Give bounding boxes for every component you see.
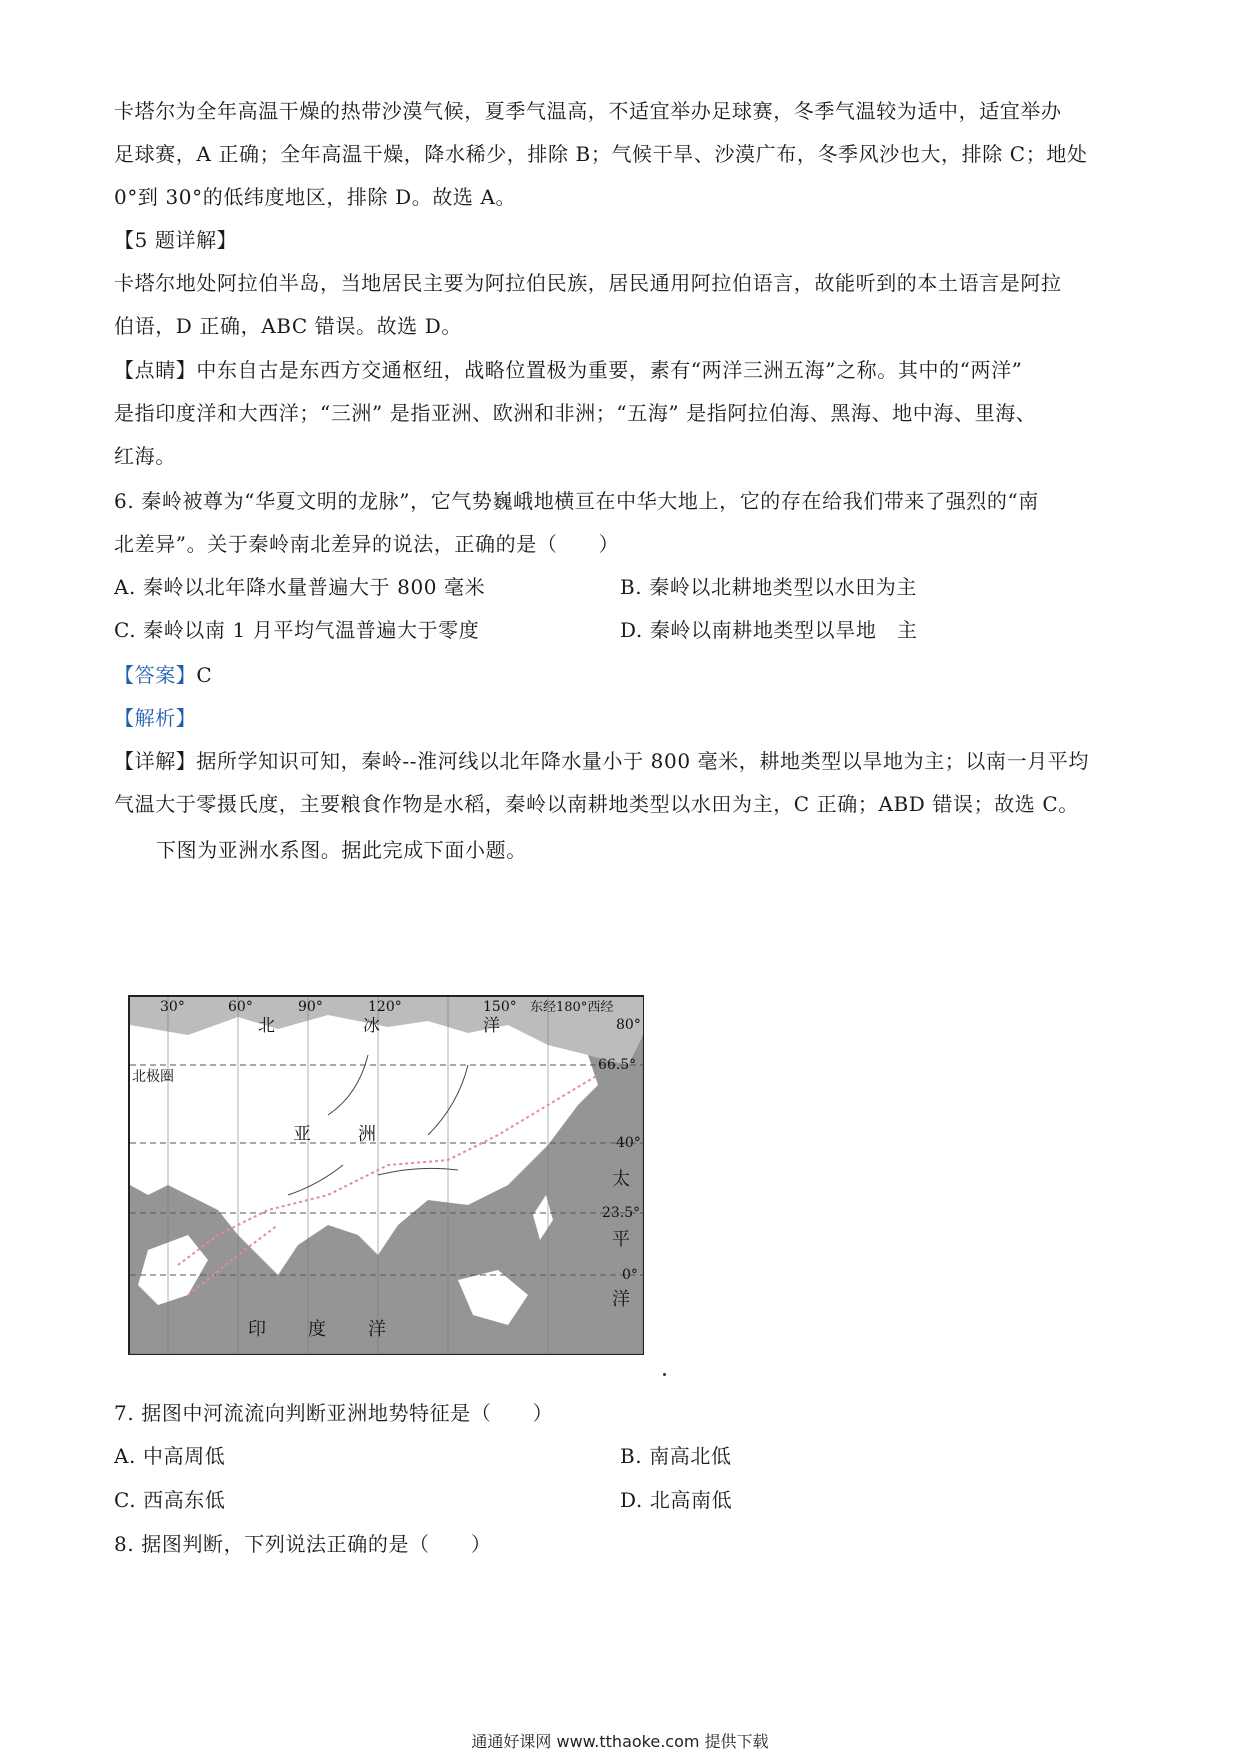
map-lat-label: 80° xyxy=(616,1017,641,1033)
asia-river-map xyxy=(128,995,644,1355)
map-region-label: 度 xyxy=(308,1319,326,1340)
tip-line: 是指印度洋和大西洋；“三洲” 是指亚洲、欧洲和非洲；“五海” 是指阿拉伯海、黑海、地中海、里海、 xyxy=(114,401,1037,425)
map-lat-label: 23.5° xyxy=(602,1205,641,1221)
map-lon-label: 90° xyxy=(298,999,323,1015)
map-lon-label: 30° xyxy=(160,999,185,1015)
map-region-label: 亚 xyxy=(293,1124,311,1145)
map-region-label: 平 xyxy=(612,1229,630,1250)
q6-option-d: D. 秦岭以南耕地类型以旱地 主 xyxy=(620,618,918,642)
page-footer: 通通好课网 www.tthaoke.com 提供下载 xyxy=(471,1732,769,1751)
prev-explanation-line: 0°到 30°的低纬度地区，排除 D。故选 A。 xyxy=(114,185,517,209)
map-intro: 下图为亚洲水系图。据此完成下面小题。 xyxy=(156,838,527,862)
map-region-label: 洲 xyxy=(358,1124,376,1145)
q6-detail xyxy=(114,748,1134,774)
q5-detail-line: 伯语，D 正确，ABC 错误。故选 D。 xyxy=(114,314,462,338)
tip-line: 红海。 xyxy=(114,444,176,468)
detail-label: 【详解】 xyxy=(114,749,197,773)
map-region-label: 北极圈 xyxy=(132,1069,174,1085)
map-region-label: 冰 xyxy=(363,1016,380,1036)
q6-option-a: A. 秦岭以北年降水量普遍大于 800 毫米 xyxy=(114,575,486,599)
map-region-label: 太 xyxy=(612,1169,630,1190)
map-lat-label: 0° xyxy=(622,1267,638,1283)
q5-detail-heading: 【5 题详解】 xyxy=(114,228,238,252)
q6-stem: 6. 秦岭被尊为“华夏文明的龙脉”，它气势巍峨地横亘在中华大地上，它的存在给我们带来了强烈的“南 xyxy=(114,489,1039,513)
map-lon-label: 60° xyxy=(228,999,253,1015)
q6-stem: 北差异”。关于秦岭南北差异的说法，正确的是（ ） xyxy=(114,532,620,556)
q7-stem: 7. 据图中河流流向判断亚洲地势特征是（ ） xyxy=(114,1401,554,1425)
tip-line: 【点睛】中东自古是东西方交通枢纽，战略位置极为重要，素有“两洋三洲五海”之称。其中的“两洋” xyxy=(114,358,1023,382)
map-lat-label: 40° xyxy=(616,1135,641,1151)
detail-text: 据所学知识可知，秦岭--淮河线以北年降水量小于 800 毫米，耕地类型以旱地为主；以南一月平均 xyxy=(196,749,1090,773)
map-region-label: 洋 xyxy=(368,1319,386,1340)
map-region-label: 洋 xyxy=(612,1289,630,1310)
q7-option-a: A. 中高周低 xyxy=(114,1444,226,1468)
map-region-label: 印 xyxy=(248,1319,266,1340)
prev-explanation-line: 卡塔尔为全年高温干燥的热带沙漠气候，夏季气温高，不适宜举办足球赛，冬季气温较为适中，适宜举办 xyxy=(114,99,1062,123)
q8-stem: 8. 据图判断，下列说法正确的是（ ） xyxy=(114,1532,492,1556)
map-lon-label: 东经180°西经 xyxy=(530,1000,614,1015)
map-lon-label: 150° xyxy=(483,999,517,1015)
prev-explanation-line: 足球赛，A 正确；全年高温干燥，降水稀少，排除 B；气候干旱、沙漠广布，冬季风沙也大，排除 C；地处 xyxy=(114,142,1088,166)
q6-analysis-label: 【解析】 xyxy=(114,706,197,730)
map-region-label: 洋 xyxy=(483,1016,500,1036)
q7-option-d: D. 北高南低 xyxy=(620,1488,733,1512)
answer-label: 【答案】 xyxy=(114,663,197,687)
answer-value: C xyxy=(196,663,213,687)
map-lon-label: 120° xyxy=(368,999,402,1015)
q6-option-c: C. 秦岭以南 1 月平均气温普遍大于零度 xyxy=(114,618,480,642)
q6-option-b: B. 秦岭以北耕地类型以水田为主 xyxy=(620,575,918,599)
q6-answer xyxy=(114,662,1134,688)
q6-detail-line: 气温大于零摄氏度，主要粮食作物是水稻，秦岭以南耕地类型以水田为主，C 正确；ABD 错误；故选 C。 xyxy=(114,792,1079,816)
q7-option-c: C. 西高东低 xyxy=(114,1488,226,1512)
q7-option-b: B. 南高北低 xyxy=(620,1444,732,1468)
map-lat-label: 66.5° xyxy=(598,1057,637,1073)
map-region-label: 北 xyxy=(258,1016,275,1036)
q5-detail-line: 卡塔尔地处阿拉伯半岛，当地居民主要为阿拉伯民族，居民通用阿拉伯语言，故能听到的本土语言是阿拉 xyxy=(114,271,1062,295)
stray-dot xyxy=(663,1373,666,1376)
